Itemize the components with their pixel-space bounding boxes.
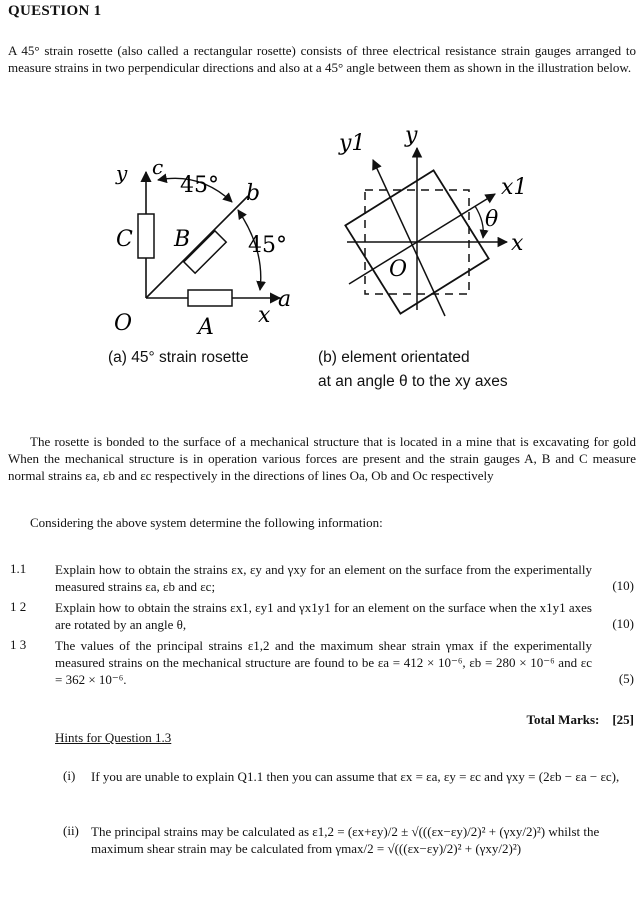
gauge-c (138, 214, 154, 258)
theta-arc (475, 206, 483, 238)
question-text: Explain how to obtain the strains εx1, εy1 and γx1y1 for an element on the surface when the x1y1 axes are rotated by an angle θ, (55, 600, 592, 632)
intro-paragraph: A 45° strain rosette (also called a rectangular rosette) consists of three electrical resistance strain gauges arranged to measure strains in two perpendicular directions and also at a 45° angle between them as shown in the illustration below. (8, 43, 636, 75)
label-b: b (246, 181, 261, 206)
caption-a: (a) 45° strain rosette (108, 349, 249, 366)
hint-text: The principal strains may be calculated as ε1,2 = (εx+εy)/2 ± √(((εx−εy)/2)² + (γxy/2)²) whilst the maximum shear strain may be calculated from γmax/2 = √(((εx−εy)/2)² + (γxy/2)²) (91, 824, 600, 856)
total-marks (527, 712, 635, 728)
label-angle-top: 45° (180, 173, 219, 198)
diagonal-b-line (146, 196, 248, 298)
label-A: A (198, 315, 214, 340)
caption-b-line1: (b) element orientated (318, 349, 470, 366)
question-number: 1.1 (10, 561, 27, 576)
x1-axis-arrow (349, 194, 495, 284)
label-angle-right: 45° (248, 233, 287, 258)
question-marks: (5) (618, 671, 634, 686)
hints-heading: Hints for Question 1.3 (55, 730, 172, 745)
question-number: 1 2 (10, 599, 27, 614)
label-a: a (278, 287, 292, 312)
label-C: C (116, 227, 133, 252)
question-marks: (10) (612, 578, 634, 593)
hint-number: (ii) (63, 823, 79, 838)
label-x: x (511, 231, 524, 256)
question-number: 1 3 (10, 637, 27, 652)
hint-number: (i) (63, 768, 76, 783)
total-marks-label: Total Marks: (526, 712, 600, 727)
label-y: y (405, 123, 418, 148)
label-theta: θ (485, 207, 499, 232)
total-marks-value: [25] (612, 712, 634, 727)
label-y1: y1 (339, 131, 366, 156)
question-marks: (10) (612, 616, 634, 631)
label-B: B (174, 227, 191, 252)
body-paragraph: The rosette is bonded to the surface of a mechanical structure that is located in a mine that is excavating for gold When the mechanical structure is in operation various forces are present and the strain gauges A, B and C measure normal strains εa, εb and εc respectively in the directions of lines Oa, Ob and Oc respectively (8, 434, 636, 483)
label-c: c (152, 155, 164, 179)
hint-text: If you are unable to explain Q1.1 then you can assume that εx = εa, εy = εc and γxy = (2εb − εa − εc), (91, 769, 620, 784)
label-y: y (116, 161, 128, 185)
consider-line: Considering the above system determine the following information: (30, 515, 383, 530)
strain-rosette-figure (100, 150, 310, 340)
question-text: Explain how to obtain the strains εx, εy and γxy for an element on the surface from the experimentally measured strains εa, εb and εc; (55, 562, 592, 594)
rotated-element-figure (335, 120, 535, 320)
label-x: x (258, 303, 271, 328)
question-text: The values of the principal strains ε1,2 and the maximum shear strain γmax if the experimentally measured strains on the mechanical structure are found to be εa = 412 × 10⁻⁶, εb = 280 × 10⁻⁶ and εc = 362 × 10⁻⁶. (55, 638, 592, 687)
label-O: O (389, 257, 408, 282)
label-x1: x1 (501, 175, 528, 200)
question-title: QUESTION 1 (8, 3, 102, 19)
label-O: O (114, 311, 133, 336)
gauge-a (188, 290, 232, 306)
caption-b-line2: at an angle θ to the xy axes (318, 373, 508, 390)
y1-axis-arrow (373, 160, 445, 316)
